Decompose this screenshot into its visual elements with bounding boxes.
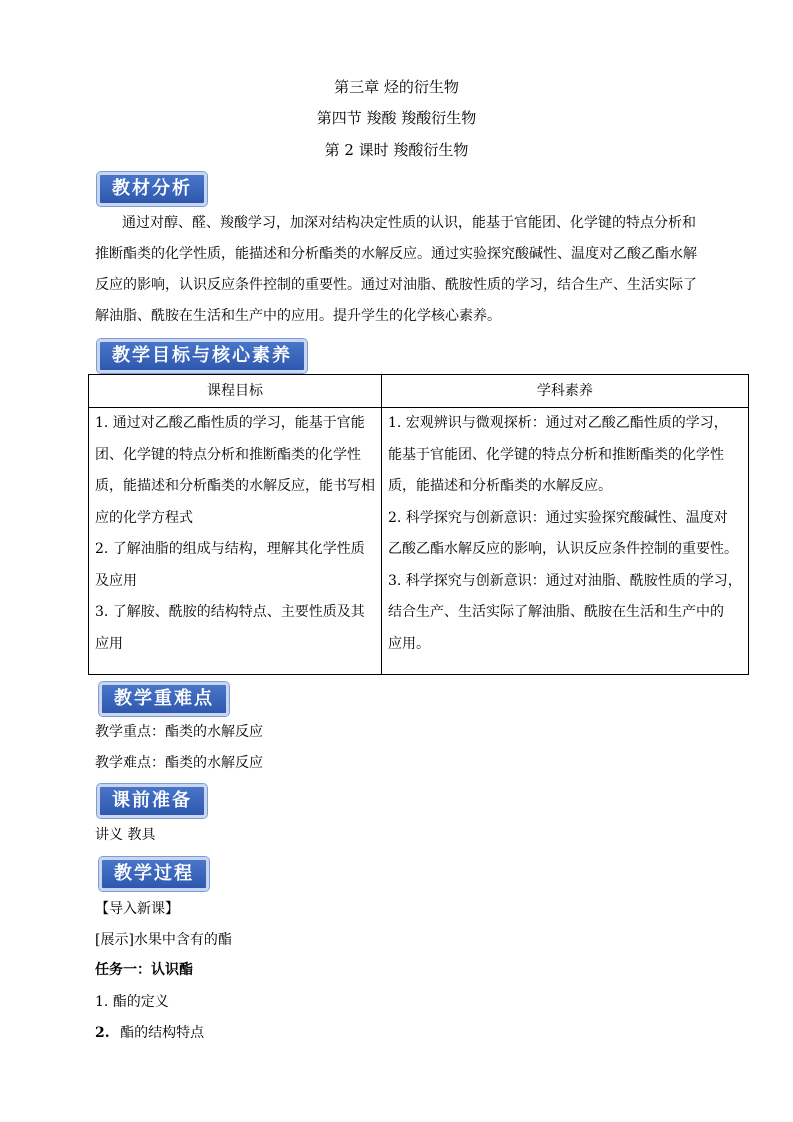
chapter-title: 第三章 烃的衍生物 bbox=[334, 78, 459, 96]
course-goal-line: 团、化学键的特点分析和推断酯类的化学性 bbox=[95, 446, 361, 463]
show-label: [展示]水果中含有的酯 bbox=[95, 932, 232, 948]
preparation-heading: 课前准备 bbox=[97, 784, 207, 818]
literacy-line: 1. 宏观辨识与微观探析：通过对乙酸乙酯性质的学习， bbox=[388, 415, 728, 431]
item-definition: 1. 酯的定义 bbox=[95, 994, 169, 1010]
literacy-line: 2. 科学探究与创新意识：通过实验探究酸碱性、温度对 bbox=[388, 509, 728, 526]
key-points-heading: 教学重难点 bbox=[99, 682, 229, 716]
literacy-cell bbox=[382, 408, 749, 675]
process-heading: 教学过程 bbox=[99, 857, 209, 891]
lesson-title: 第 2 课时 羧酸衍生物 bbox=[324, 141, 469, 159]
course-goal-line: 1. 通过对乙酸乙酯性质的学习，能基于官能 bbox=[95, 415, 365, 431]
analysis-paragraph bbox=[95, 208, 715, 332]
section-title: 第四节 羧酸 羧酸衍生物 bbox=[316, 109, 477, 127]
course-goal-line: 2. 了解油脂的组成与结构，理解其化学性质 bbox=[95, 541, 365, 557]
teaching-difficulty: 教学难点：酯类的水解反应 bbox=[95, 755, 263, 771]
literacy-line: 应用。 bbox=[388, 635, 430, 652]
course-goal-line: 应用 bbox=[95, 635, 123, 652]
course-goal-line: 应的化学方程式 bbox=[95, 509, 193, 526]
course-goal-line: 质，能描述和分析酯类的水解反应，能书写相 bbox=[95, 478, 375, 494]
course-goal-line: 3. 了解胺、酰胺的结构特点、主要性质及其 bbox=[95, 604, 365, 620]
objectives-heading: 教学目标与核心素养 bbox=[97, 339, 307, 373]
literacy-header: 学科素养 bbox=[382, 375, 749, 408]
course-goal-line: 及应用 bbox=[95, 572, 137, 589]
textbook-analysis-heading: 教材分析 bbox=[97, 172, 207, 206]
analysis-line: 推断酯类的化学性质，能描述和分析酯类的水解反应。通过实验探究酸碱性、温度对乙酸乙酯水解 bbox=[95, 246, 697, 262]
course-goals-header: 课程目标 bbox=[89, 375, 382, 408]
intro-label: 【导入新课】 bbox=[95, 901, 179, 917]
analysis-line: 通过对醇、醛、羧酸学习，加深对结构决定性质的认识，能基于官能团、化学键的特点分析和 bbox=[122, 215, 696, 231]
literacy-line: 能基于官能团、化学键的特点分析和推断酯类的化学性 bbox=[388, 446, 724, 463]
item-structure-number: 2. bbox=[95, 1025, 110, 1041]
literacy-line: 乙酸乙酯水解反应的影响，认识反应条件控制的重要性。 bbox=[388, 541, 738, 557]
item-structure bbox=[95, 1023, 204, 1043]
literacy-line: 3. 科学探究与创新意识：通过对油脂、酰胺性质的学习， bbox=[388, 572, 742, 589]
teaching-focus: 教学重点：酯类的水解反应 bbox=[95, 724, 263, 740]
item-structure-text: 酯的结构特点 bbox=[120, 1025, 205, 1041]
analysis-line: 反应的影响，认识反应条件控制的重要性。通过对油脂、酰胺性质的学习，结合生产、生活实际了 bbox=[95, 277, 697, 293]
analysis-line: 解油脂、酰胺在生活和生产中的应用。提升学生的化学核心素养。 bbox=[95, 308, 501, 324]
literacy-line: 质，能描述和分析酯类的水解反应。 bbox=[388, 478, 612, 494]
preparation-text: 讲义 教具 bbox=[95, 827, 156, 843]
course-goals-cell bbox=[89, 408, 382, 675]
literacy-line: 结合生产、生活实际了解油脂、酰胺在生活和生产中的 bbox=[388, 604, 724, 620]
objectives-table bbox=[88, 374, 749, 675]
task-one-title: 任务一：认识酯 bbox=[95, 962, 193, 978]
